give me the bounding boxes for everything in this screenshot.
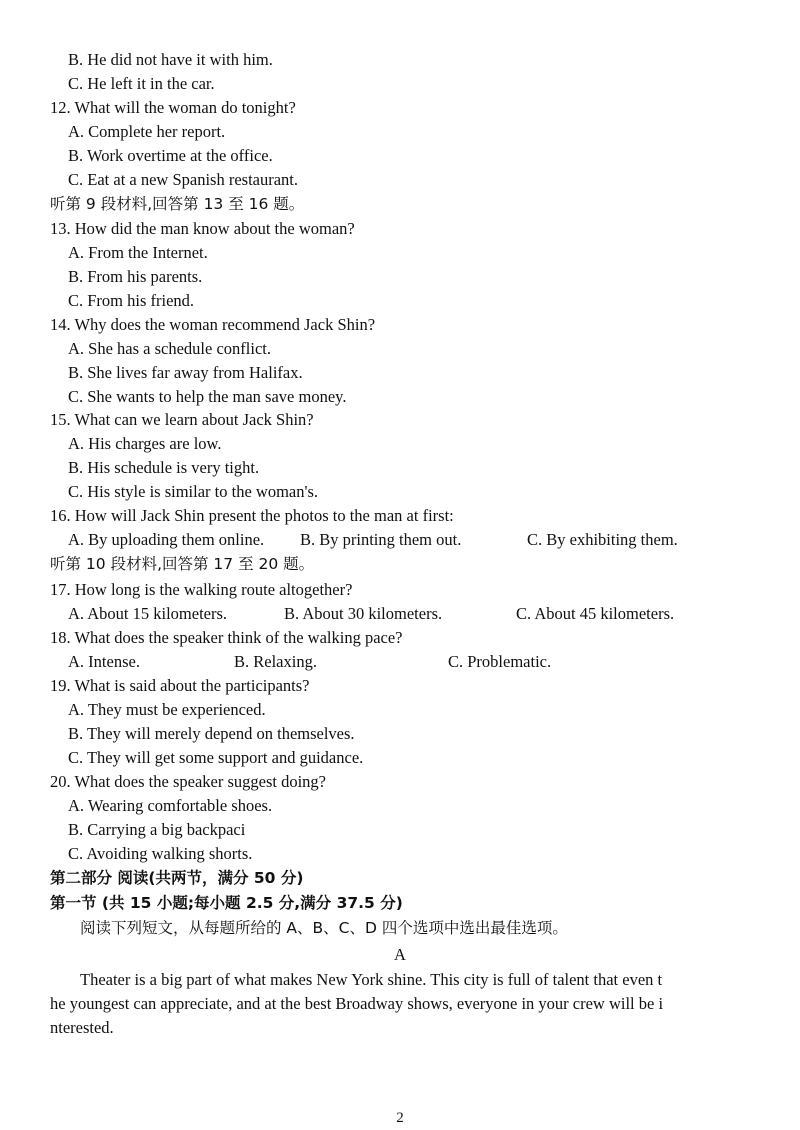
text-line-c-his-style-is-similar-to-the-woman-s: C. His style is similar to the woman's.	[68, 482, 319, 501]
text-line-16-how-will-jack-shin-present-the-photos: 16. How will Jack Shin present the photos to the man at first:	[50, 506, 454, 525]
text-line-a-from-the-internet: A. From the Internet.	[68, 243, 208, 262]
text-line-b-work-overtime-at-the-office: B. Work overtime at the office.	[68, 146, 273, 165]
text-line-he-youngest-can-appreciate-and-at-the-be: he youngest can appreciate, and at the best Broadway shows, everyone in your crew will be i	[50, 994, 664, 1013]
text-line-20-what-does-the-speaker-suggest-doing: 20. What does the speaker suggest doing?	[50, 772, 327, 791]
text-line-c-they-will-get-some-support-and-guidanc: C. They will get some support and guidance.	[68, 748, 364, 767]
text-line-a-they-must-be-experienced: A. They must be experienced.	[68, 700, 266, 719]
answer-option-b-about-30-kilometers: B. About 30 kilometers.	[284, 604, 443, 623]
text-line-c-he-left-it-in-the-car: C. He left it in the car.	[68, 74, 215, 93]
text-line-b-carrying-a-big-backpaci: B. Carrying a big backpaci	[68, 820, 246, 839]
text-line-b-she-lives-far-away-from-halifax: B. She lives far away from Halifax.	[68, 363, 303, 382]
text-line-a-his-charges-are-low: A. His charges are low.	[68, 434, 222, 453]
answer-option-b-by-printing-them-out: B. By printing them out.	[300, 530, 462, 549]
text-line-50: 第二部分 阅读(共两节，满分 50 分)	[50, 869, 304, 887]
text-line-b-he-did-not-have-it-with-him: B. He did not have it with him.	[68, 50, 273, 69]
text-line-a-b-c-d: 阅读下列短文，从每题所给的 A、B、C、D 四个选项中选出最佳选项。	[80, 919, 568, 937]
page-number: 2	[396, 1110, 404, 1126]
text-line-a-she-has-a-schedule-conflict: A. She has a schedule conflict.	[68, 339, 271, 358]
text-line-9-13-16: 听第 9 段材料,回答第 13 至 16 题。	[50, 195, 305, 213]
text-line-15-what-can-we-learn-about-jack-shin: 15. What can we learn about Jack Shin?	[50, 410, 314, 429]
text-line-12-what-will-the-woman-do-tonight: 12. What will the woman do tonight?	[50, 98, 296, 117]
text-line-18-what-does-the-speaker-think-of-the-wa: 18. What does the speaker think of the walking pace?	[50, 628, 403, 647]
passage-letter: A	[394, 945, 406, 964]
answer-option-a-about-15-kilometers: A. About 15 kilometers.	[68, 604, 228, 623]
text-line-10-17-20: 听第 10 段材料,回答第 17 至 20 题。	[50, 555, 315, 573]
text-line-c-eat-at-a-new-spanish-restaurant: C. Eat at a new Spanish restaurant.	[68, 170, 299, 189]
text-line-a-complete-her-report: A. Complete her report.	[68, 122, 226, 141]
text-line-15-2-5-37-5: 第一节 (共 15 小题;每小题 2.5 分,满分 37.5 分)	[50, 894, 403, 912]
text-line-c-avoiding-walking-shorts: C. Avoiding walking shorts.	[68, 844, 253, 863]
answer-option-b-relaxing: B. Relaxing.	[234, 652, 317, 671]
text-line-c-she-wants-to-help-the-man-save-money: C. She wants to help the man save money.	[68, 387, 347, 406]
text-line-13-how-did-the-man-know-about-the-woman: 13. How did the man know about the woman?	[50, 219, 355, 238]
answer-option-c-about-45-kilometers: C. About 45 kilometers.	[516, 604, 675, 623]
answer-option-a-intense: A. Intense.	[68, 652, 140, 671]
text-line-a-wearing-comfortable-shoes: A. Wearing comfortable shoes.	[68, 796, 273, 815]
text-line-b-from-his-parents: B. From his parents.	[68, 267, 203, 286]
text-line-b-they-will-merely-depend-on-themselves: B. They will merely depend on themselves.	[68, 724, 355, 743]
text-line-14-why-does-the-woman-recommend-jack-shi: 14. Why does the woman recommend Jack Shin?	[50, 315, 376, 334]
text-line-nterested: nterested.	[50, 1018, 114, 1037]
answer-option-c-problematic: C. Problematic.	[448, 652, 552, 671]
text-line-b-his-schedule-is-very-tight: B. His schedule is very tight.	[68, 458, 260, 477]
text-line-19-what-is-said-about-the-participants: 19. What is said about the participants?	[50, 676, 310, 695]
text-line-17-how-long-is-the-walking-route-altoget: 17. How long is the walking route altogether?	[50, 580, 353, 599]
text-line-theater-is-a-big-part-of-what-makes-new-: Theater is a big part of what makes New York shine. This city is full of talent that even t	[80, 970, 663, 989]
text-line-c-from-his-friend: C. From his friend.	[68, 291, 195, 310]
answer-option-a-by-uploading-them-online: A. By uploading them online.	[68, 530, 265, 549]
answer-option-c-by-exhibiting-them: C. By exhibiting them.	[527, 530, 678, 549]
